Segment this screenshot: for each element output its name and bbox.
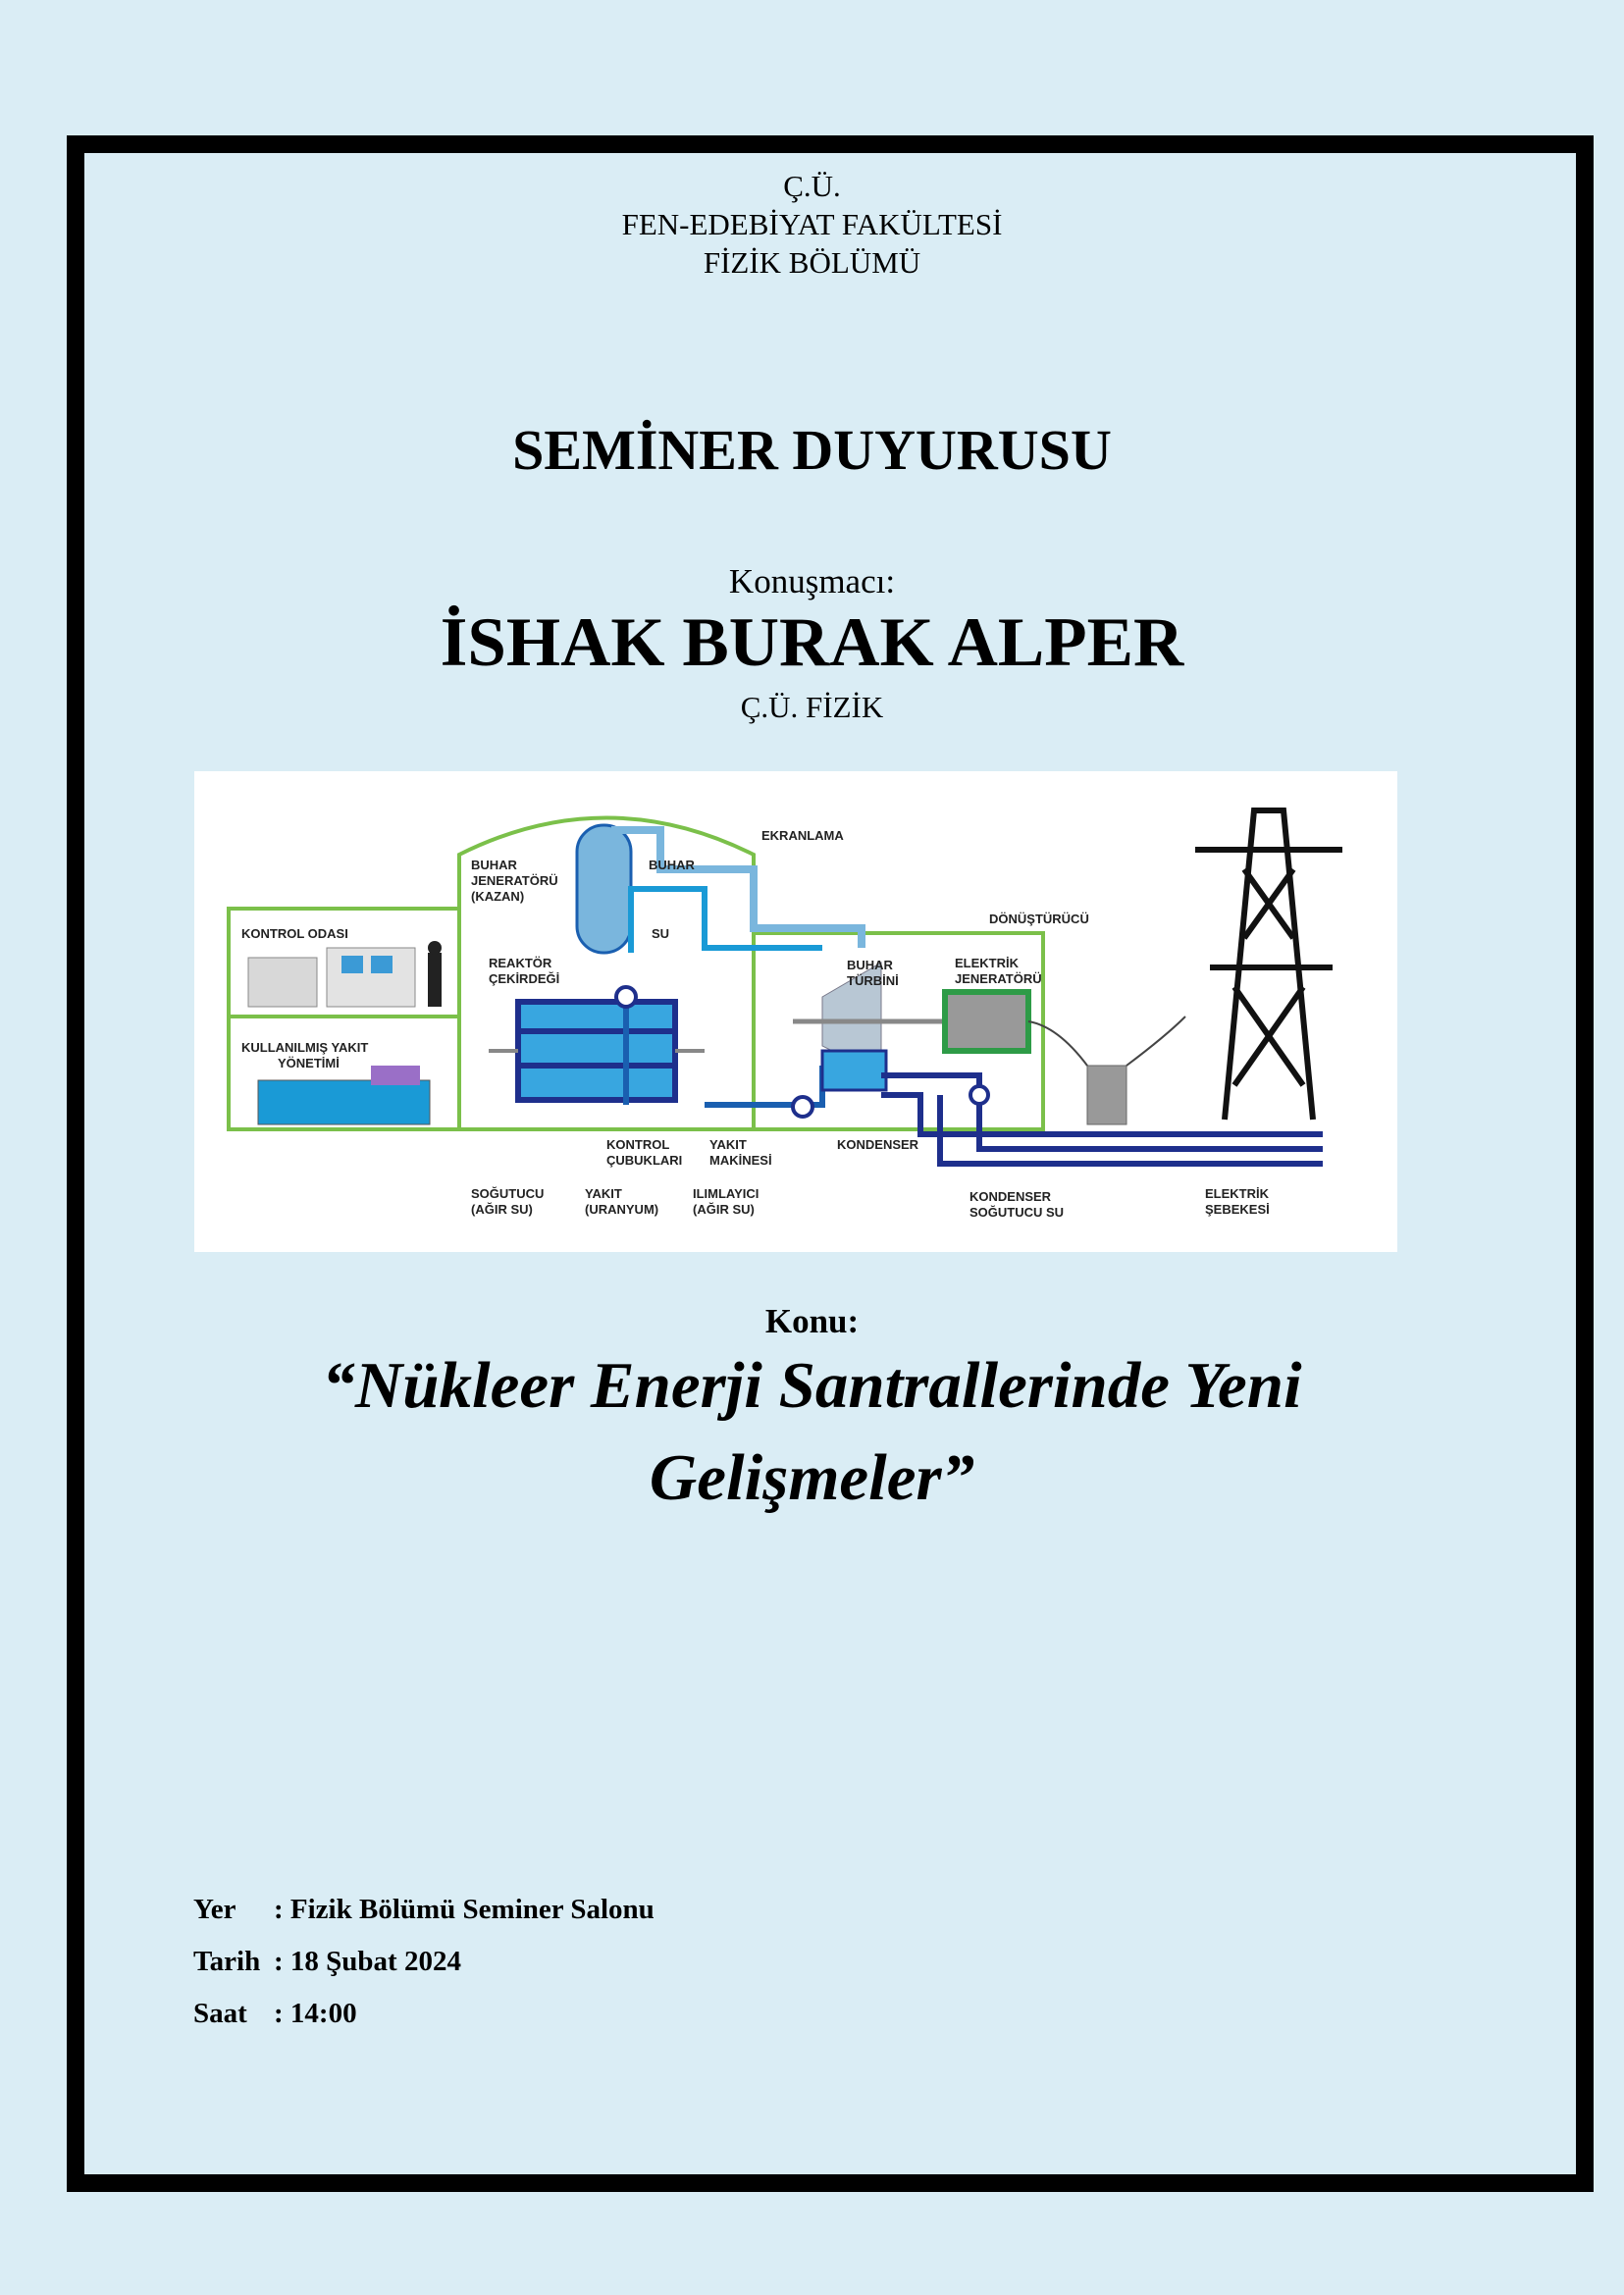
time-row <box>193 1998 357 2030</box>
label-sogutucu-1: SOĞUTUCU <box>471 1186 545 1201</box>
date-row <box>193 1946 461 1978</box>
label-kontrol-odasi: KONTROL ODASI <box>241 926 348 941</box>
time-label: Saat <box>193 1998 247 2029</box>
topic-line-1: “Nükleer Enerji Santrallerinde Yeni <box>322 1349 1302 1422</box>
label-elektrik-jen-2: JENERATÖRÜ <box>955 971 1042 986</box>
time-value: : 14:00 <box>274 1998 357 2029</box>
date-label: Tarih <box>193 1946 261 1977</box>
nuclear-plant-diagram <box>194 771 1397 1252</box>
label-yakit-2: (URANYUM) <box>585 1202 659 1217</box>
nuclear-plant-svg <box>194 771 1397 1252</box>
label-yakit-makinesi-1: YAKIT <box>709 1137 747 1152</box>
label-yakit-1: YAKIT <box>585 1186 622 1201</box>
label-kondenser: KONDENSER <box>837 1137 919 1152</box>
label-buhar-turbini-1: BUHAR <box>847 958 893 972</box>
speaker-name: İSHAK BURAK ALPER <box>440 604 1184 681</box>
label-ilimlayici-2: (AĞIR SU) <box>693 1202 755 1217</box>
label-kontrol-cubuk-1: KONTROL <box>606 1137 670 1152</box>
label-reaktor-1: REAKTÖR <box>489 956 552 970</box>
label-elektrik-sebekesi-2: ŞEBEKESİ <box>1205 1202 1270 1217</box>
label-ilimlayici-1: ILIMLAYICI <box>693 1186 760 1201</box>
institution-header <box>0 167 1624 282</box>
label-donusturucu: DÖNÜŞTÜRÜCÜ <box>989 912 1089 926</box>
power-pylon-icon <box>1195 810 1342 1120</box>
label-kondenser-sogutucu-1: KONDENSER <box>969 1189 1052 1204</box>
institution-line-3: FİZİK BÖLÜMÜ <box>703 245 921 280</box>
label-elektrik-jen-1: ELEKTRİK <box>955 956 1019 970</box>
label-kullanilmis-1: KULLANILMIŞ YAKIT <box>241 1040 369 1055</box>
label-ekranlama: EKRANLAMA <box>761 828 844 843</box>
label-elektrik-sebekesi-1: ELEKTRİK <box>1205 1186 1269 1201</box>
speaker-affiliation: Ç.Ü. FİZİK <box>740 690 884 724</box>
label-buhar-jen-1: BUHAR <box>471 858 517 872</box>
label-kullanilmis-2: YÖNETİMİ <box>278 1056 340 1070</box>
label-buhar: BUHAR <box>649 858 695 872</box>
label-yakit-makinesi-2: MAKİNESİ <box>709 1153 772 1168</box>
place-label: Yer <box>193 1894 236 1925</box>
institution-line-2: FEN-EDEBİYAT FAKÜLTESİ <box>621 207 1003 241</box>
speaker-label: Konuşmacı: <box>728 562 896 600</box>
label-buhar-jen-3: (KAZAN) <box>471 889 525 904</box>
label-sogutucu-2: (AĞIR SU) <box>471 1202 533 1217</box>
label-reaktor-2: ÇEKİRDEĞİ <box>489 971 560 986</box>
place-value: : Fizik Bölümü Seminer Salonu <box>274 1894 655 1925</box>
label-buhar-turbini-2: TÜRBİNİ <box>847 973 899 988</box>
topic-label: Konu: <box>764 1302 860 1340</box>
topic-line-2: Gelişmeler” <box>649 1441 975 1514</box>
page-title: SEMİNER DUYURUSU <box>512 418 1112 482</box>
label-su: SU <box>652 926 670 941</box>
place-row <box>193 1894 655 1926</box>
topic-title <box>0 1339 1624 1524</box>
label-buhar-jen-2: JENERATÖRÜ <box>471 873 558 888</box>
label-kontrol-cubuk-2: ÇUBUKLARI <box>606 1153 683 1168</box>
institution-line-1: Ç.Ü. <box>783 169 841 203</box>
label-kondenser-sogutucu-2: SOĞUTUCU SU <box>969 1205 1065 1220</box>
date-value: : 18 Şubat 2024 <box>274 1946 461 1977</box>
